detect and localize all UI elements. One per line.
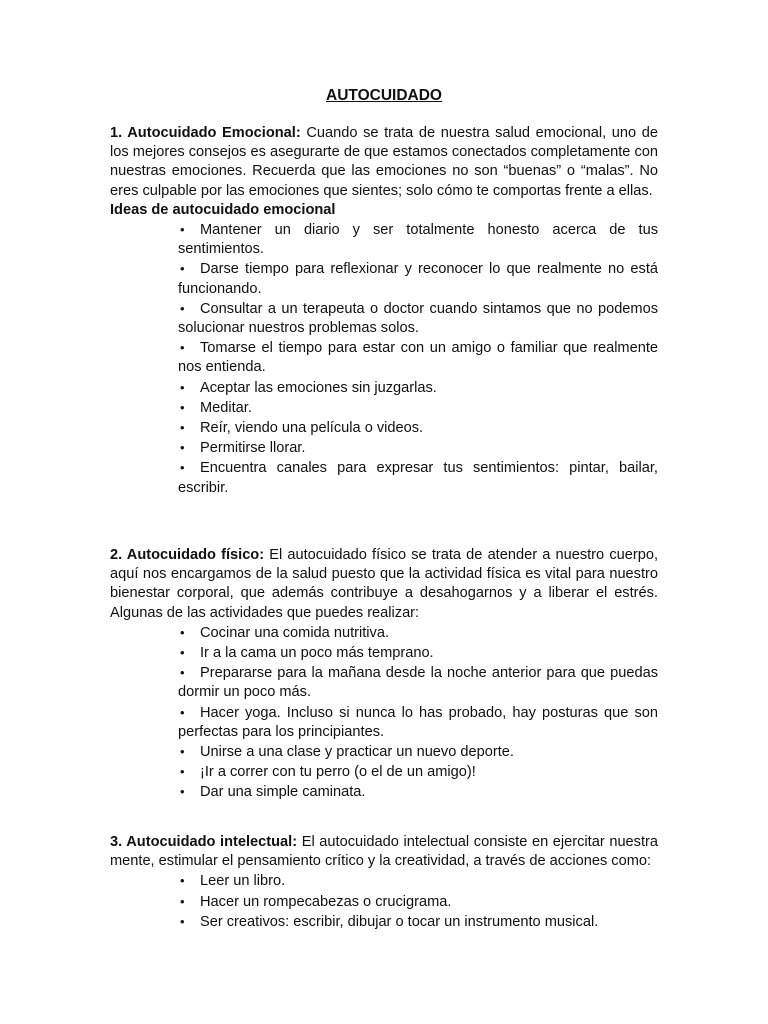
list-item-text: Ir a la cama un poco más temprano. (200, 645, 434, 662)
list-item-text: Hacer un rompecabezas o crucigrama. (200, 893, 452, 910)
list-item (178, 871, 658, 891)
list-item-text: Tomarse el tiempo para estar con un amigo o familiar que realmente nos entienda. (178, 340, 658, 376)
section-label: 2. Autocuidado físico: (110, 547, 265, 563)
section-paragraph (110, 546, 658, 623)
list-item-text: Permitirse llorar. (200, 440, 306, 457)
list-item-text: Cocinar una comida nutritiva. (200, 624, 389, 641)
list-item (178, 663, 658, 702)
section-label: 1. Autocuidado Emocional: (110, 125, 301, 141)
list-item-text: Meditar. (200, 399, 252, 416)
list-item (178, 438, 658, 458)
list-item (178, 338, 658, 377)
section-subheading: Ideas de autocuidado emocional (110, 201, 336, 218)
list-item-text: Aceptar las emociones sin juzgarlas. (200, 379, 437, 396)
bullet-icon (178, 742, 200, 762)
bullet-icon (178, 398, 200, 418)
list-item (178, 398, 658, 418)
list-item (178, 220, 658, 259)
bullet-icon (178, 299, 200, 319)
bullet-icon (178, 663, 200, 683)
bullet-icon (178, 220, 200, 240)
list-item-text: ¡Ir a correr con tu perro (o el de un amigo)! (200, 764, 476, 781)
list-item-text: Consultar a un terapeuta o doctor cuando sintamos que no podemos solucionar nuestros problemas solos. (178, 300, 658, 337)
list-item-text: Hacer yoga. Incluso si nunca lo has probado, hay posturas que son perfectas para los principiantes. (178, 704, 658, 740)
list-item-text: Reír, viendo una película o videos. (200, 420, 424, 437)
bullet-list (110, 871, 658, 932)
list-item-text: Leer un libro. (200, 873, 286, 890)
section-label: 3. Autocuidado intelectual: (110, 834, 298, 850)
list-item (178, 259, 658, 298)
bullet-icon (178, 418, 200, 438)
list-item-text: Ser creativos: escribir, dibujar o tocar un instrumento musical. (200, 913, 599, 930)
list-item (178, 762, 658, 782)
section-text: Cuando se trata de nuestra salud emocional, uno de los mejores consejos es asegurarte de que estamos conectados completamente con nuestras emociones. Recuerda que las emociones no son “buenas” o “malas”. No eres culpable por las emociones que sientes; solo cómo te comportas frente a ellas. (110, 125, 658, 199)
list-item-text: Dar una simple caminata. (200, 784, 366, 801)
list-item (178, 782, 658, 802)
list-item (178, 299, 658, 338)
section-physical (110, 546, 658, 803)
bullet-list (110, 623, 658, 803)
list-item (178, 643, 658, 663)
list-item-text: Encuentra canales para expresar tus sentimientos: pintar, bailar, escribir. (178, 460, 658, 496)
bullet-icon (178, 259, 200, 279)
bullet-icon (178, 458, 200, 478)
section-paragraph (110, 833, 658, 871)
list-item (178, 703, 658, 742)
bullet-icon (178, 871, 200, 891)
list-item-text: Prepararse para la mañana desde la noche anterior para que puedas dormir un poco más. (178, 665, 658, 701)
bullet-icon (178, 912, 200, 932)
bullet-icon (178, 643, 200, 663)
list-item (178, 742, 658, 762)
bullet-icon (178, 623, 200, 643)
bullet-icon (178, 892, 200, 912)
bullet-icon (178, 338, 200, 358)
section-paragraph (110, 124, 658, 201)
list-item-text: Unirse a una clase y practicar un nuevo deporte. (200, 744, 514, 761)
section-intellectual (110, 833, 658, 932)
list-item (178, 378, 658, 398)
bullet-icon (178, 438, 200, 458)
bullet-icon (178, 378, 200, 398)
list-item (178, 912, 658, 932)
list-item-text: Darse tiempo para reflexionar y reconocer lo que realmente no está funcionando. (178, 261, 658, 297)
section-emotional (110, 124, 658, 498)
bullet-icon (178, 782, 200, 802)
section-text: El autocuidado físico se trata de atender a nuestro cuerpo, aquí nos encargamos de la salud puesto que la actividad física es vital para nuestro bienestar corporal, que además contribuye a desahogarnos y a liberar el estrés. Algunas de las actividades que puedes realizar: (110, 547, 658, 621)
list-item (178, 418, 658, 438)
section-text: El autocuidado intelectual consiste en ejercitar nuestra mente, estimular el pensamiento crítico y la creatividad, a través de acciones como: (110, 834, 659, 870)
document-title: AUTOCUIDADO (326, 87, 442, 104)
bullet-icon (178, 762, 200, 782)
list-item (178, 892, 658, 912)
list-item-text: Mantener un diario y ser totalmente honesto acerca de tus sentimientos. (178, 222, 658, 258)
bullet-icon (178, 703, 200, 723)
bullet-list (110, 220, 658, 498)
list-item (178, 458, 658, 497)
list-item (178, 623, 658, 643)
